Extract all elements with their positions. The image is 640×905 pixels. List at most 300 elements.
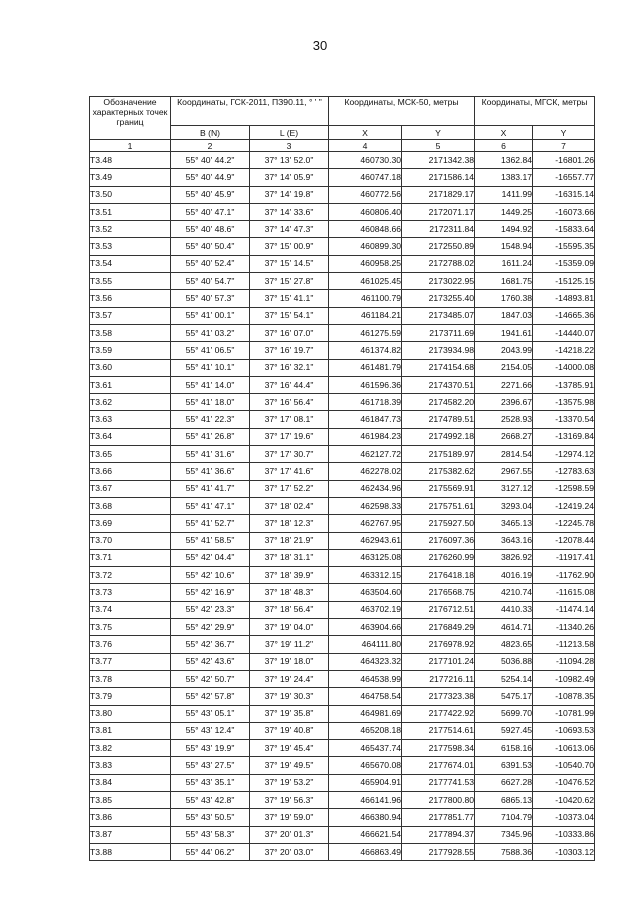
msk-x-cell: 461025.45 (329, 273, 402, 290)
msk-y-cell: 2172788.02 (402, 255, 475, 272)
latitude-cell: 55° 40' 48.6" (171, 221, 250, 238)
msk-x-cell: 461718.39 (329, 394, 402, 411)
point-name-cell: Т3.77 (90, 653, 171, 670)
latitude-cell: 55° 41' 47.1" (171, 497, 250, 514)
msk-x-cell: 463702.19 (329, 601, 402, 618)
msk-x-cell: 461596.36 (329, 376, 402, 393)
msk-x-cell: 461481.79 (329, 359, 402, 376)
point-name-cell: Т3.50 (90, 186, 171, 203)
msk-y-cell: 2172311.84 (402, 221, 475, 238)
longitude-cell: 37° 19' 11.2" (250, 636, 329, 653)
point-name-cell: Т3.55 (90, 273, 171, 290)
latitude-cell: 55° 42' 16.9" (171, 584, 250, 601)
point-name-cell: Т3.76 (90, 636, 171, 653)
msk-y-cell: 2176849.29 (402, 619, 475, 636)
mgsk-x-cell: 2967.55 (475, 463, 533, 480)
msk-y-cell: 2176097.36 (402, 532, 475, 549)
mgsk-x-cell: 2396.67 (475, 394, 533, 411)
msk-y-cell: 2177928.55 (402, 843, 475, 860)
table-row (90, 290, 595, 307)
mgsk-x-cell: 6627.28 (475, 774, 533, 791)
table-row (90, 342, 595, 359)
msk-y-cell: 2175189.97 (402, 446, 475, 463)
table-row (90, 757, 595, 774)
msk-y-cell: 2175751.61 (402, 497, 475, 514)
mgsk-y-cell: -13575.98 (533, 394, 595, 411)
msk-y-cell: 2175382.62 (402, 463, 475, 480)
mgsk-x-cell: 4016.19 (475, 567, 533, 584)
longitude-cell: 37° 14' 47.3" (250, 221, 329, 238)
latitude-cell: 55° 41' 14.0" (171, 376, 250, 393)
latitude-cell: 55° 42' 43.6" (171, 653, 250, 670)
point-name-cell: Т3.65 (90, 446, 171, 463)
mgsk-x-cell: 2154.05 (475, 359, 533, 376)
longitude-cell: 37° 17' 41.6" (250, 463, 329, 480)
mgsk-x-cell: 1941.61 (475, 324, 533, 341)
header-msk-coordinates: Координаты, МСК-50, метры (329, 97, 475, 126)
mgsk-y-cell: -10373.04 (533, 809, 595, 826)
latitude-cell: 55° 42' 23.3" (171, 601, 250, 618)
table-row (90, 515, 595, 532)
mgsk-y-cell: -12419.24 (533, 497, 595, 514)
header-mgsk-x: X (475, 126, 533, 140)
longitude-cell: 37° 16' 44.4" (250, 376, 329, 393)
msk-y-cell: 2176978.92 (402, 636, 475, 653)
msk-x-cell: 460806.40 (329, 203, 402, 220)
longitude-cell: 37° 16' 19.7" (250, 342, 329, 359)
mgsk-y-cell: -15359.09 (533, 255, 595, 272)
point-name-cell: Т3.73 (90, 584, 171, 601)
msk-y-cell: 2176712.51 (402, 601, 475, 618)
latitude-cell: 55° 43' 19.9" (171, 740, 250, 757)
msk-x-cell: 461184.21 (329, 307, 402, 324)
point-name-cell: Т3.72 (90, 567, 171, 584)
mgsk-y-cell: -14665.36 (533, 307, 595, 324)
latitude-cell: 55° 43' 35.1" (171, 774, 250, 791)
column-number: 1 (90, 140, 171, 152)
msk-y-cell: 2174789.51 (402, 411, 475, 428)
longitude-cell: 37° 18' 21.9" (250, 532, 329, 549)
latitude-cell: 55° 40' 44.2" (171, 152, 250, 169)
msk-y-cell: 2174370.51 (402, 376, 475, 393)
table-row (90, 169, 595, 186)
longitude-cell: 37° 17' 19.6" (250, 428, 329, 445)
latitude-cell: 55° 43' 05.1" (171, 705, 250, 722)
latitude-cell: 55° 41' 41.7" (171, 480, 250, 497)
table-row (90, 238, 595, 255)
latitude-cell: 55° 41' 03.2" (171, 324, 250, 341)
point-name-cell: Т3.60 (90, 359, 171, 376)
table-row (90, 843, 595, 860)
msk-y-cell: 2177741.53 (402, 774, 475, 791)
msk-y-cell: 2173022.95 (402, 273, 475, 290)
mgsk-y-cell: -12598.59 (533, 480, 595, 497)
table-row (90, 774, 595, 791)
mgsk-y-cell: -16315.14 (533, 186, 595, 203)
table-body (90, 152, 595, 861)
msk-y-cell: 2172550.89 (402, 238, 475, 255)
table-row (90, 324, 595, 341)
msk-y-cell: 2177894.37 (402, 826, 475, 843)
msk-y-cell: 2177514.61 (402, 722, 475, 739)
table-row (90, 394, 595, 411)
mgsk-x-cell: 1383.17 (475, 169, 533, 186)
longitude-cell: 37° 19' 45.4" (250, 740, 329, 757)
msk-y-cell: 2177216.11 (402, 670, 475, 687)
msk-y-cell: 2177422.92 (402, 705, 475, 722)
latitude-cell: 55° 41' 22.3" (171, 411, 250, 428)
longitude-cell: 37° 18' 12.3" (250, 515, 329, 532)
column-number: 4 (329, 140, 402, 152)
msk-x-cell: 461100.79 (329, 290, 402, 307)
msk-x-cell: 461847.73 (329, 411, 402, 428)
mgsk-y-cell: -11094.28 (533, 653, 595, 670)
msk-y-cell: 2176260.99 (402, 549, 475, 566)
column-number: 7 (533, 140, 595, 152)
mgsk-y-cell: -10878.35 (533, 688, 595, 705)
msk-x-cell: 465208.18 (329, 722, 402, 739)
msk-y-cell: 2173711.69 (402, 324, 475, 341)
latitude-cell: 55° 40' 44.9" (171, 169, 250, 186)
longitude-cell: 37° 19' 35.8" (250, 705, 329, 722)
mgsk-x-cell: 7588.36 (475, 843, 533, 860)
msk-x-cell: 463312.15 (329, 567, 402, 584)
latitude-cell: 55° 41' 26.8" (171, 428, 250, 445)
table-row (90, 584, 595, 601)
latitude-cell: 55° 41' 06.5" (171, 342, 250, 359)
point-name-cell: Т3.85 (90, 791, 171, 808)
msk-x-cell: 460730.30 (329, 152, 402, 169)
mgsk-x-cell: 5927.45 (475, 722, 533, 739)
latitude-cell: 55° 40' 45.9" (171, 186, 250, 203)
msk-y-cell: 2175569.91 (402, 480, 475, 497)
latitude-cell: 55° 42' 04.4" (171, 549, 250, 566)
table-row (90, 480, 595, 497)
latitude-cell: 55° 40' 57.3" (171, 290, 250, 307)
mgsk-y-cell: -12974.12 (533, 446, 595, 463)
header-msk-y: Y (402, 126, 475, 140)
longitude-cell: 37° 18' 48.3" (250, 584, 329, 601)
mgsk-y-cell: -14893.81 (533, 290, 595, 307)
mgsk-y-cell: -12078.44 (533, 532, 595, 549)
column-number: 6 (475, 140, 533, 152)
point-name-cell: Т3.83 (90, 757, 171, 774)
longitude-cell: 37° 13' 52.0" (250, 152, 329, 169)
point-name-cell: Т3.54 (90, 255, 171, 272)
mgsk-x-cell: 5254.14 (475, 670, 533, 687)
point-name-cell: Т3.79 (90, 688, 171, 705)
longitude-cell: 37° 19' 18.0" (250, 653, 329, 670)
mgsk-y-cell: -11917.41 (533, 549, 595, 566)
mgsk-y-cell: -10476.52 (533, 774, 595, 791)
mgsk-x-cell: 1362.84 (475, 152, 533, 169)
msk-x-cell: 461275.59 (329, 324, 402, 341)
msk-y-cell: 2174992.18 (402, 428, 475, 445)
table-row (90, 740, 595, 757)
msk-x-cell: 465904.91 (329, 774, 402, 791)
mgsk-y-cell: -14218.22 (533, 342, 595, 359)
point-name-cell: Т3.78 (90, 670, 171, 687)
table-row (90, 152, 595, 169)
msk-x-cell: 462127.72 (329, 446, 402, 463)
table-row (90, 549, 595, 566)
table-row (90, 359, 595, 376)
point-name-cell: Т3.66 (90, 463, 171, 480)
msk-x-cell: 464981.69 (329, 705, 402, 722)
mgsk-y-cell: -10781.99 (533, 705, 595, 722)
longitude-cell: 37° 15' 00.9" (250, 238, 329, 255)
longitude-cell: 37° 17' 30.7" (250, 446, 329, 463)
table-row (90, 601, 595, 618)
mgsk-y-cell: -15125.15 (533, 273, 595, 290)
msk-y-cell: 2177598.34 (402, 740, 475, 757)
msk-y-cell: 2171829.17 (402, 186, 475, 203)
msk-x-cell: 464323.32 (329, 653, 402, 670)
point-name-cell: Т3.64 (90, 428, 171, 445)
mgsk-x-cell: 3127.12 (475, 480, 533, 497)
mgsk-x-cell: 4823.65 (475, 636, 533, 653)
latitude-cell: 55° 42' 57.8" (171, 688, 250, 705)
longitude-cell: 37° 16' 07.0" (250, 324, 329, 341)
point-name-cell: Т3.88 (90, 843, 171, 860)
mgsk-y-cell: -11213.58 (533, 636, 595, 653)
table-row (90, 411, 595, 428)
latitude-cell: 55° 41' 10.1" (171, 359, 250, 376)
point-name-cell: Т3.82 (90, 740, 171, 757)
mgsk-x-cell: 1611.24 (475, 255, 533, 272)
msk-x-cell: 462943.61 (329, 532, 402, 549)
msk-x-cell: 466141.96 (329, 791, 402, 808)
msk-x-cell: 463504.60 (329, 584, 402, 601)
page-number: 30 (312, 38, 328, 53)
msk-x-cell: 462434.96 (329, 480, 402, 497)
header-l-e: L (E) (250, 126, 329, 140)
msk-y-cell: 2176418.18 (402, 567, 475, 584)
longitude-cell: 37° 17' 52.2" (250, 480, 329, 497)
longitude-cell: 37° 14' 33.6" (250, 203, 329, 220)
point-name-cell: Т3.49 (90, 169, 171, 186)
mgsk-y-cell: -16801.26 (533, 152, 595, 169)
point-name-cell: Т3.62 (90, 394, 171, 411)
coordinates-table (89, 96, 595, 861)
latitude-cell: 55° 42' 36.7" (171, 636, 250, 653)
msk-x-cell: 465670.08 (329, 757, 402, 774)
mgsk-y-cell: -12245.78 (533, 515, 595, 532)
latitude-cell: 55° 43' 12.4" (171, 722, 250, 739)
longitude-cell: 37° 16' 32.1" (250, 359, 329, 376)
table-row (90, 255, 595, 272)
latitude-cell: 55° 40' 52.4" (171, 255, 250, 272)
point-name-cell: Т3.67 (90, 480, 171, 497)
point-name-cell: Т3.59 (90, 342, 171, 359)
msk-y-cell: 2173485.07 (402, 307, 475, 324)
header-point-designation: Обозначение характерных точек границ (90, 97, 171, 140)
mgsk-x-cell: 2814.54 (475, 446, 533, 463)
msk-y-cell: 2176568.75 (402, 584, 475, 601)
longitude-cell: 37° 20' 03.0" (250, 843, 329, 860)
msk-y-cell: 2171342.38 (402, 152, 475, 169)
point-name-cell: Т3.71 (90, 549, 171, 566)
table-row (90, 428, 595, 445)
msk-y-cell: 2177323.38 (402, 688, 475, 705)
mgsk-y-cell: -10303.12 (533, 843, 595, 860)
latitude-cell: 55° 40' 47.1" (171, 203, 250, 220)
mgsk-x-cell: 3643.16 (475, 532, 533, 549)
point-name-cell: Т3.86 (90, 809, 171, 826)
latitude-cell: 55° 41' 52.7" (171, 515, 250, 532)
msk-x-cell: 460848.66 (329, 221, 402, 238)
table-row (90, 688, 595, 705)
mgsk-x-cell: 3293.04 (475, 497, 533, 514)
msk-x-cell: 460958.25 (329, 255, 402, 272)
table-row (90, 463, 595, 480)
msk-y-cell: 2175927.50 (402, 515, 475, 532)
table-row (90, 376, 595, 393)
msk-x-cell: 460772.56 (329, 186, 402, 203)
msk-y-cell: 2174582.20 (402, 394, 475, 411)
table-row (90, 809, 595, 826)
mgsk-y-cell: -16073.66 (533, 203, 595, 220)
point-name-cell: Т3.74 (90, 601, 171, 618)
mgsk-y-cell: -10982.49 (533, 670, 595, 687)
table-row (90, 186, 595, 203)
mgsk-y-cell: -10613.06 (533, 740, 595, 757)
mgsk-x-cell: 1548.94 (475, 238, 533, 255)
point-name-cell: Т3.58 (90, 324, 171, 341)
mgsk-y-cell: -12783.63 (533, 463, 595, 480)
mgsk-x-cell: 2271.66 (475, 376, 533, 393)
mgsk-x-cell: 1847.03 (475, 307, 533, 324)
longitude-cell: 37° 18' 39.9" (250, 567, 329, 584)
mgsk-x-cell: 6391.53 (475, 757, 533, 774)
longitude-cell: 37° 18' 31.1" (250, 549, 329, 566)
longitude-cell: 37° 15' 54.1" (250, 307, 329, 324)
msk-x-cell: 460747.18 (329, 169, 402, 186)
latitude-cell: 55° 43' 42.8" (171, 791, 250, 808)
header-mgsk-y: Y (533, 126, 595, 140)
msk-x-cell: 460899.30 (329, 238, 402, 255)
mgsk-y-cell: -10693.53 (533, 722, 595, 739)
mgsk-y-cell: -16557.77 (533, 169, 595, 186)
mgsk-y-cell: -14000.08 (533, 359, 595, 376)
msk-y-cell: 2177851.77 (402, 809, 475, 826)
mgsk-x-cell: 4614.71 (475, 619, 533, 636)
point-name-cell: Т3.84 (90, 774, 171, 791)
longitude-cell: 37° 14' 19.8" (250, 186, 329, 203)
msk-x-cell: 461984.23 (329, 428, 402, 445)
point-name-cell: Т3.51 (90, 203, 171, 220)
msk-y-cell: 2172071.17 (402, 203, 475, 220)
table-row (90, 826, 595, 843)
point-name-cell: Т3.61 (90, 376, 171, 393)
table-row (90, 722, 595, 739)
longitude-cell: 37° 18' 56.4" (250, 601, 329, 618)
point-name-cell: Т3.57 (90, 307, 171, 324)
mgsk-x-cell: 5036.88 (475, 653, 533, 670)
point-name-cell: Т3.75 (90, 619, 171, 636)
mgsk-x-cell: 5699.70 (475, 705, 533, 722)
msk-y-cell: 2173255.40 (402, 290, 475, 307)
latitude-cell: 55° 42' 50.7" (171, 670, 250, 687)
msk-x-cell: 466621.54 (329, 826, 402, 843)
msk-x-cell: 464758.54 (329, 688, 402, 705)
mgsk-y-cell: -11762.90 (533, 567, 595, 584)
header-gsk-coordinates: Координаты, ГСК-2011, ПЗ90.11, ° ' " (171, 97, 329, 126)
longitude-cell: 37° 19' 40.8" (250, 722, 329, 739)
msk-y-cell: 2174154.68 (402, 359, 475, 376)
header-b-n: B (N) (171, 126, 250, 140)
longitude-cell: 37° 20' 01.3" (250, 826, 329, 843)
mgsk-x-cell: 1494.92 (475, 221, 533, 238)
msk-x-cell: 463904.66 (329, 619, 402, 636)
point-name-cell: Т3.68 (90, 497, 171, 514)
latitude-cell: 55° 41' 31.6" (171, 446, 250, 463)
latitude-cell: 55° 41' 00.1" (171, 307, 250, 324)
table-row (90, 446, 595, 463)
msk-x-cell: 466863.49 (329, 843, 402, 860)
mgsk-x-cell: 3465.13 (475, 515, 533, 532)
msk-x-cell: 462598.33 (329, 497, 402, 514)
longitude-cell: 37° 19' 59.0" (250, 809, 329, 826)
latitude-cell: 55° 44' 06.2" (171, 843, 250, 860)
latitude-cell: 55° 41' 36.6" (171, 463, 250, 480)
msk-y-cell: 2173934.98 (402, 342, 475, 359)
point-name-cell: Т3.69 (90, 515, 171, 532)
msk-y-cell: 2177101.24 (402, 653, 475, 670)
mgsk-x-cell: 4410.33 (475, 601, 533, 618)
table-row (90, 307, 595, 324)
mgsk-x-cell: 6865.13 (475, 791, 533, 808)
mgsk-y-cell: -10540.70 (533, 757, 595, 774)
mgsk-x-cell: 1411.99 (475, 186, 533, 203)
table-row (90, 203, 595, 220)
table-row (90, 705, 595, 722)
column-number: 3 (250, 140, 329, 152)
longitude-cell: 37° 15' 41.1" (250, 290, 329, 307)
mgsk-x-cell: 7104.79 (475, 809, 533, 826)
latitude-cell: 55° 40' 54.7" (171, 273, 250, 290)
table-row (90, 619, 595, 636)
mgsk-y-cell: -15833.64 (533, 221, 595, 238)
mgsk-x-cell: 2528.93 (475, 411, 533, 428)
mgsk-y-cell: -11340.26 (533, 619, 595, 636)
mgsk-x-cell: 3826.92 (475, 549, 533, 566)
longitude-cell: 37° 19' 56.3" (250, 791, 329, 808)
msk-y-cell: 2177674.01 (402, 757, 475, 774)
latitude-cell: 55° 42' 29.9" (171, 619, 250, 636)
table-row (90, 567, 595, 584)
latitude-cell: 55° 43' 58.3" (171, 826, 250, 843)
table-row (90, 532, 595, 549)
table-row (90, 791, 595, 808)
longitude-cell: 37° 15' 27.8" (250, 273, 329, 290)
column-number: 2 (171, 140, 250, 152)
mgsk-x-cell: 1681.75 (475, 273, 533, 290)
msk-x-cell: 464538.99 (329, 670, 402, 687)
mgsk-y-cell: -14440.07 (533, 324, 595, 341)
mgsk-y-cell: -10333.86 (533, 826, 595, 843)
msk-y-cell: 2171586.14 (402, 169, 475, 186)
longitude-cell: 37° 15' 14.5" (250, 255, 329, 272)
longitude-cell: 37° 14' 05.9" (250, 169, 329, 186)
header-msk-x: X (329, 126, 402, 140)
table-row (90, 636, 595, 653)
msk-x-cell: 464111.80 (329, 636, 402, 653)
longitude-cell: 37° 18' 02.4" (250, 497, 329, 514)
mgsk-y-cell: -10420.62 (533, 791, 595, 808)
point-name-cell: Т3.63 (90, 411, 171, 428)
longitude-cell: 37° 17' 08.1" (250, 411, 329, 428)
